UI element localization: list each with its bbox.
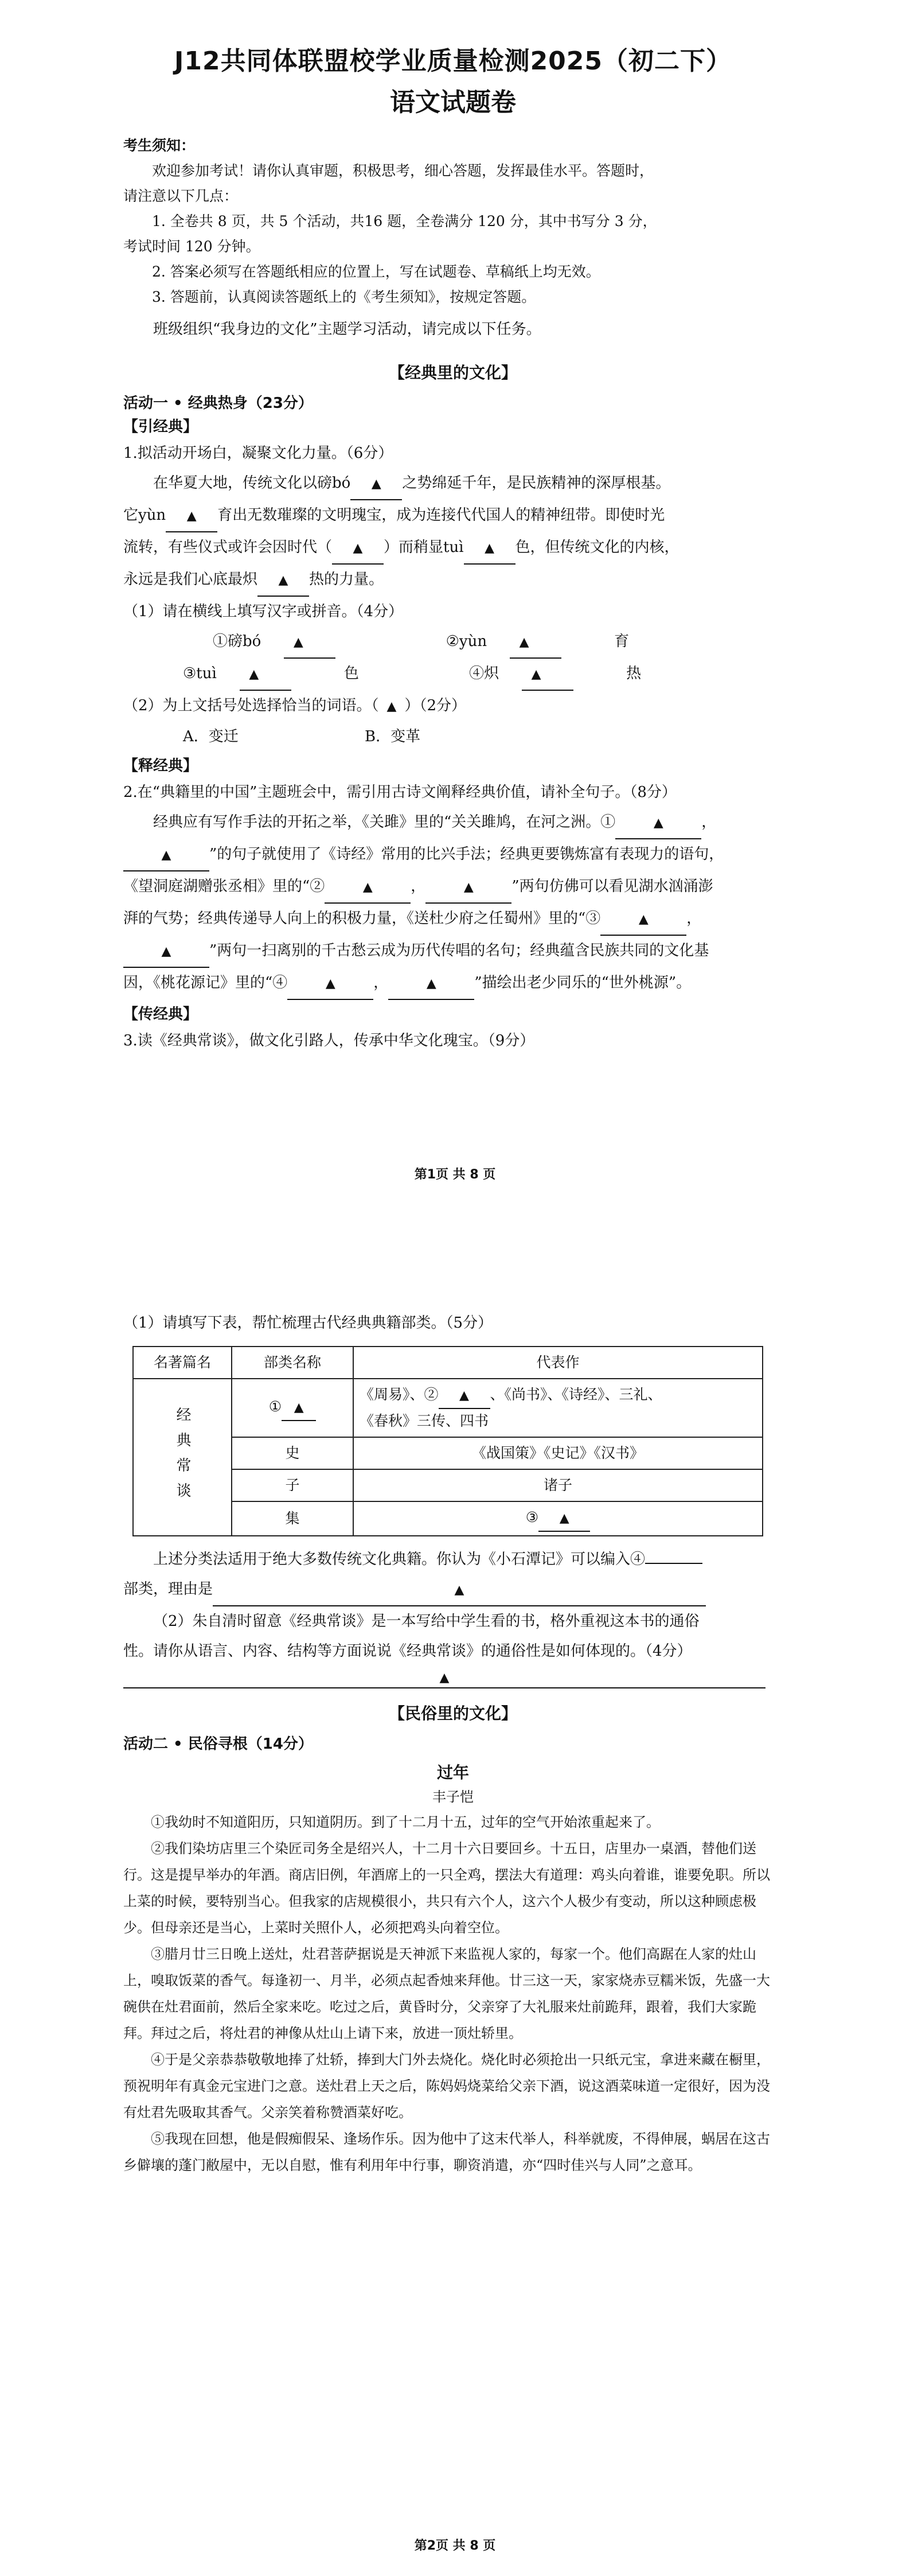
- q2-text: 《望洞庭湖赠张丞相》里的“②: [123, 878, 325, 895]
- q1-text: 育出无数璀璨的文明瑰宝，成为连接代代国人的精神纽带。即使时光: [217, 507, 665, 524]
- section-2-heading: 【民俗里的文化】: [388, 1704, 517, 1723]
- q2-line-2: [123, 839, 783, 871]
- triangle-marker: ▲: [519, 635, 529, 649]
- works-text: ③: [525, 1509, 539, 1526]
- page-1-content: [123, 40, 783, 1056]
- category-text: ①: [268, 1398, 282, 1415]
- answer-blank[interactable]: [240, 659, 291, 691]
- q2-text: ”的句子就使用了《诗经》常用的比兴手法；经典更要镌炼富有表现力的语句，: [209, 846, 724, 863]
- answer-blank[interactable]: [332, 532, 384, 565]
- q2-text: ”描绘出老少同乐的“世外桃源”。: [474, 974, 692, 991]
- exam-subtitle: 语文试题卷: [390, 88, 516, 117]
- option-text: 育: [614, 633, 630, 650]
- answer-blank[interactable]: [439, 1383, 490, 1409]
- essay-paragraph: ④于是父亲恭恭敬敬地捧了灶轿，捧到大门外去烧化。烧化时必须抢出一只纸元宝，拿进来藏在橱里，预祝明年有真金元宝进门之意。送灶君上天之后，陈妈妈烧菜给父亲下酒，说这酒菜味道一定很好，因为没有灶君先吸取其香气。父亲笑着称赞酒菜好吃。: [123, 2052, 770, 2120]
- notice-item-1: 1. 全卷共 8 页，共 5 个活动，共16 题，全卷满分 120 分，其中书写分 3 分，: [152, 213, 657, 229]
- option-text: 色: [343, 665, 359, 682]
- question-2: 2.在“典籍里的中国”主题班会中，需引用古诗文阐释经典价值，请补全句子。（8分）: [123, 784, 677, 801]
- notice-intro: 欢迎参加考试！请你认真审题，积极思考，细心答题，发挥最佳水平。答题时，: [152, 162, 654, 179]
- q1-text: 之势绵延千年，是民族精神的深厚根基。: [402, 474, 671, 492]
- q2-text: 因，《桃花源记》里的“④: [123, 974, 288, 991]
- option-text: ②yùn: [446, 633, 487, 650]
- triangle-marker: ▲: [294, 1400, 304, 1415]
- q1-text: 在华夏大地，传统文化以磅bó: [153, 474, 351, 492]
- triangle-marker: ▲: [531, 667, 541, 682]
- answer-blank[interactable]: [282, 1395, 316, 1421]
- answer-blank[interactable]: [284, 627, 335, 659]
- notice-block: [123, 133, 783, 310]
- triangle-marker: ▲: [426, 976, 436, 991]
- category-cell: 子: [232, 1469, 353, 1501]
- answer-blank[interactable]: [213, 1574, 706, 1606]
- triangle-marker: ▲: [638, 912, 649, 927]
- table-header: 代表作: [353, 1347, 763, 1379]
- q2-line-4: 湃的气势；经典传递导人向上的积极力量，《送杜少府之任蜀州》里的“③ ▲ ，: [123, 904, 783, 936]
- q1-text: ）而稍显tuì: [384, 539, 464, 556]
- triangle-marker: ▲: [278, 573, 288, 587]
- q1-option-2: [386, 627, 653, 659]
- question-3: 3.读《经典常谈》，做文化引路人，传承中华文化瑰宝。（9分）: [123, 1032, 535, 1049]
- q2-line-6: 因，《桃花源记》里的“④ ▲ ， ▲ ”描绘出老少同乐的“世外桃源”。: [123, 968, 783, 1000]
- triangle-marker: ▲: [559, 1511, 569, 1526]
- essay-paragraph: ②我们染坊店里三个染匠司务全是绍兴人，十二月十六日要回乡。十五日，店里办一桌酒，替他们送行。这是提早举办的年酒。商店旧例，年酒席上的一只全鸡，摆法大有道理：鸡头向着谁，谁要免职。所以上菜的时候，要特别当心。但我家的店规模很小，共只有六个人，这六个人极少有变动，所以这种顾虑极少。但母亲还是当心，上菜时关照仆人，必须把鸡头向着空位。: [123, 1840, 770, 1936]
- q3-classification-line: [123, 1544, 783, 1574]
- triangle-marker: ▲: [161, 944, 171, 959]
- answer-blank[interactable]: [350, 468, 402, 500]
- answer-blank[interactable]: [123, 936, 209, 968]
- page-2-content: [123, 1308, 783, 2178]
- triangle-marker: ▲: [161, 848, 171, 862]
- q1-option-1: [153, 627, 358, 659]
- q1-text: 热的力量。: [309, 571, 384, 588]
- book-title-cell: [133, 1379, 232, 1536]
- part-1-heading: 【引经典】: [123, 418, 198, 435]
- option-text: ①磅bó: [213, 633, 261, 650]
- triangle-marker: ▲: [459, 1388, 469, 1403]
- table-header: 名著篇名: [133, 1347, 232, 1379]
- exam-title: J12共同体联盟校学业质量检测2025（初二下）: [174, 46, 732, 76]
- answer-blank[interactable]: [388, 968, 474, 1000]
- category-cell: 集: [232, 1501, 353, 1536]
- choice-a[interactable]: A．变迁: [183, 728, 239, 745]
- section-1-heading: 【经典里的文化】: [388, 363, 517, 382]
- answer-blank[interactable]: [522, 659, 573, 691]
- answer-blank[interactable]: [464, 532, 515, 565]
- part-3-heading: 【传经典】: [123, 1006, 198, 1023]
- answer-blank[interactable]: [257, 565, 309, 597]
- table-row: [133, 1379, 763, 1437]
- notice-heading: 考生须知：: [123, 137, 196, 154]
- q2-text: 经典应有写作手法的开拓之举，《关雎》里的“关关雎鸠，在河之洲。①: [153, 814, 616, 831]
- triangle-marker: ▲: [454, 1583, 464, 1597]
- essay-title: 过年: [436, 1763, 469, 1782]
- works-text: 《春秋》三传、四书: [360, 1412, 489, 1429]
- q3-subquestion-2-cont: 性。请你从语言、内容、结构等方面说说《经典常谈》的通俗性是如何体现的。（4分）: [123, 1643, 692, 1660]
- answer-blank[interactable]: [510, 627, 561, 659]
- essay: [123, 1760, 783, 2178]
- answer-blank[interactable]: [166, 500, 217, 532]
- q2-text: 湃的气势；经典传递导人向上的积极力量，《送杜少府之任蜀州》里的“③: [123, 910, 601, 927]
- triangle-marker: ▲: [371, 477, 381, 491]
- answer-blank[interactable]: [538, 1505, 590, 1532]
- answer-blank[interactable]: [645, 1563, 702, 1564]
- triangle-marker: ▲: [249, 667, 259, 682]
- works-cell: 《战国策》《史记》《汉书》: [353, 1437, 763, 1469]
- activity-1-title: 活动一 • 经典热身（23分）: [123, 395, 313, 412]
- works-text: 、《尚书》、《诗经》、三礼、: [490, 1386, 662, 1403]
- q1-text: 永远是我们心底最炽: [123, 571, 258, 588]
- book-title: 经典常谈: [174, 1407, 191, 1508]
- q2-line-3: 《望洞庭湖赠张丞相》里的“② ▲ ， ▲ ”两句仿佛可以看见湖水汹涌澎: [123, 871, 783, 904]
- q1-passage-line-3: [123, 532, 783, 565]
- q1-sub2-text: （2）为上文括号处选择恰当的词语。（: [123, 697, 379, 714]
- table-header-row: [133, 1347, 763, 1379]
- q1-subquestion-2: [123, 691, 783, 722]
- q3-subquestion-2: （2）朱自清时留意《经典常谈》是一本写给中学生看的书，格外重视这本书的通俗: [153, 1613, 700, 1630]
- works-text: 《周易》、②: [360, 1386, 439, 1403]
- activity-2-title: 活动二 • 民俗寻根（14分）: [123, 1736, 313, 1753]
- option-text: 热: [626, 665, 642, 682]
- option-text: ④炽: [469, 665, 499, 682]
- q2-text: ”两句仿佛可以看见湖水汹涌澎: [511, 878, 713, 895]
- essay-paragraph: ①我幼时不知道阳历，只知道阴历。到了十二月十五，过年的空气开始浓重起来了。: [151, 1814, 660, 1830]
- notice-intro-2: 请注意以下几点：: [123, 188, 239, 204]
- q1-text: 流转，有些仪式或许会因时代（: [123, 539, 333, 556]
- answer-blank[interactable]: [123, 839, 209, 871]
- task-intro: 班级组织“我身边的文化”主题学习活动，请完成以下任务。: [153, 321, 541, 338]
- page-1-footer: 第1页 共 8 页: [414, 1168, 496, 1182]
- triangle-marker: ▲: [463, 880, 474, 894]
- triangle-marker: ▲: [485, 541, 494, 555]
- table-header: 部类名称: [232, 1347, 353, 1379]
- essay-paragraph: ③腊月廿三日晚上送灶，灶君菩萨据说是天神派下来监视人家的，每家一个。他们高踞在人家的灶山上，嗅取饭菜的香气。每逢初一、月半，必须点起香烛来拜他。廿三这一天，家家烧赤豆糯米饭，先盛一大碗供在灶君面前，然后全家来吃。吃过之后，黄昏时分，父亲穿了大礼服来灶前跪拜，跟着，我们大家跪拜。拜过之后，将灶君的神像从灶山上请下来，放进一顶灶轿里。: [123, 1946, 770, 2041]
- q1-option-4: [409, 659, 664, 691]
- exam-page-1: [0, 0, 910, 1279]
- category-cell: 史: [232, 1437, 353, 1469]
- essay-paragraph: ⑤我现在回想，他是假痴假呆、逢场作乐。因为他中了这末代举人，科举就废，不得伸展，蜗居在这古乡僻壤的蓬门敝屋中，无以自慰，惟有利用年中行事，聊资消遣，亦“四时佳兴与人同”之意耳。: [123, 2131, 770, 2173]
- q1-sub2-text: ）（2分）: [404, 697, 467, 714]
- q1-text: 色，但传统文化的内核，: [515, 539, 679, 556]
- q1-choices: [123, 722, 783, 752]
- q3-text: 部类，理由是: [123, 1581, 213, 1598]
- q1-passage-line-1: [123, 468, 783, 500]
- q2-line-5: [123, 936, 783, 968]
- q1-passage-line-2: [123, 500, 783, 532]
- answer-blank[interactable]: [615, 807, 701, 839]
- triangle-marker: ▲: [362, 880, 373, 894]
- answer-line[interactable]: [123, 1670, 766, 1688]
- works-cell: [353, 1379, 763, 1437]
- triangle-marker: ▲: [325, 976, 335, 991]
- notice-item-3: 3. 答题前，认真阅读答题纸上的《考生须知》，按规定答题。: [152, 289, 536, 305]
- triangle-marker: ▲: [386, 699, 397, 714]
- answer-blank[interactable]: [325, 871, 411, 904]
- q2-text: ”两句一扫离别的千古愁云成为历代传唱的名句；经典蕴含民族共同的文化基: [209, 942, 709, 959]
- classics-table: [132, 1346, 763, 1536]
- q3-reason-line: [123, 1574, 783, 1606]
- triangle-marker: ▲: [186, 509, 197, 523]
- exam-page-2: [0, 1279, 910, 2576]
- triangle-marker: ▲: [293, 635, 303, 649]
- q2-line-1: 经典应有写作手法的开拓之举，《关雎》里的“关关雎鸠，在河之洲。① ▲ ，: [123, 807, 783, 839]
- q1-option-3: [123, 659, 382, 691]
- q1-options-row: [123, 627, 783, 691]
- works-cell: 诸子: [353, 1469, 763, 1501]
- category-cell: [232, 1379, 353, 1437]
- essay-author: 丰子恺: [432, 1789, 474, 1805]
- question-1: 1.拟活动开场白，凝聚文化力量。（6分）: [123, 445, 393, 462]
- notice-item-2: 2. 答案必须写在答题纸相应的位置上，写在试题卷、草稿纸上均无效。: [152, 263, 600, 280]
- page-2-footer: 第2页 共 8 页: [414, 2539, 496, 2553]
- answer-blank[interactable]: [600, 904, 686, 936]
- triangle-marker: ▲: [439, 1671, 450, 1685]
- notice-item-1-cont: 考试时间 120 分钟。: [123, 238, 260, 255]
- choice-b[interactable]: B．变革: [365, 728, 421, 745]
- q1-text: 它yùn: [123, 507, 166, 524]
- works-cell: [353, 1501, 763, 1536]
- q3-text: 上述分类法适用于绝大多数传统文化典籍。你认为《小石潭记》可以编入④: [153, 1551, 646, 1568]
- answer-blank[interactable]: [287, 968, 373, 1000]
- q3-subquestion-1: （1）请填写下表，帮忙梳理古代经典典籍部类。（5分）: [123, 1314, 493, 1332]
- option-text: ③tuì: [183, 665, 217, 682]
- q1-passage-line-4: [123, 565, 783, 597]
- part-2-heading: 【释经典】: [123, 757, 198, 775]
- triangle-marker: ▲: [353, 541, 363, 555]
- triangle-marker: ▲: [653, 816, 663, 830]
- answer-blank[interactable]: [425, 871, 511, 904]
- q1-subquestion-1: （1）请在横线上填写汉字或拼音。（4分）: [123, 603, 404, 620]
